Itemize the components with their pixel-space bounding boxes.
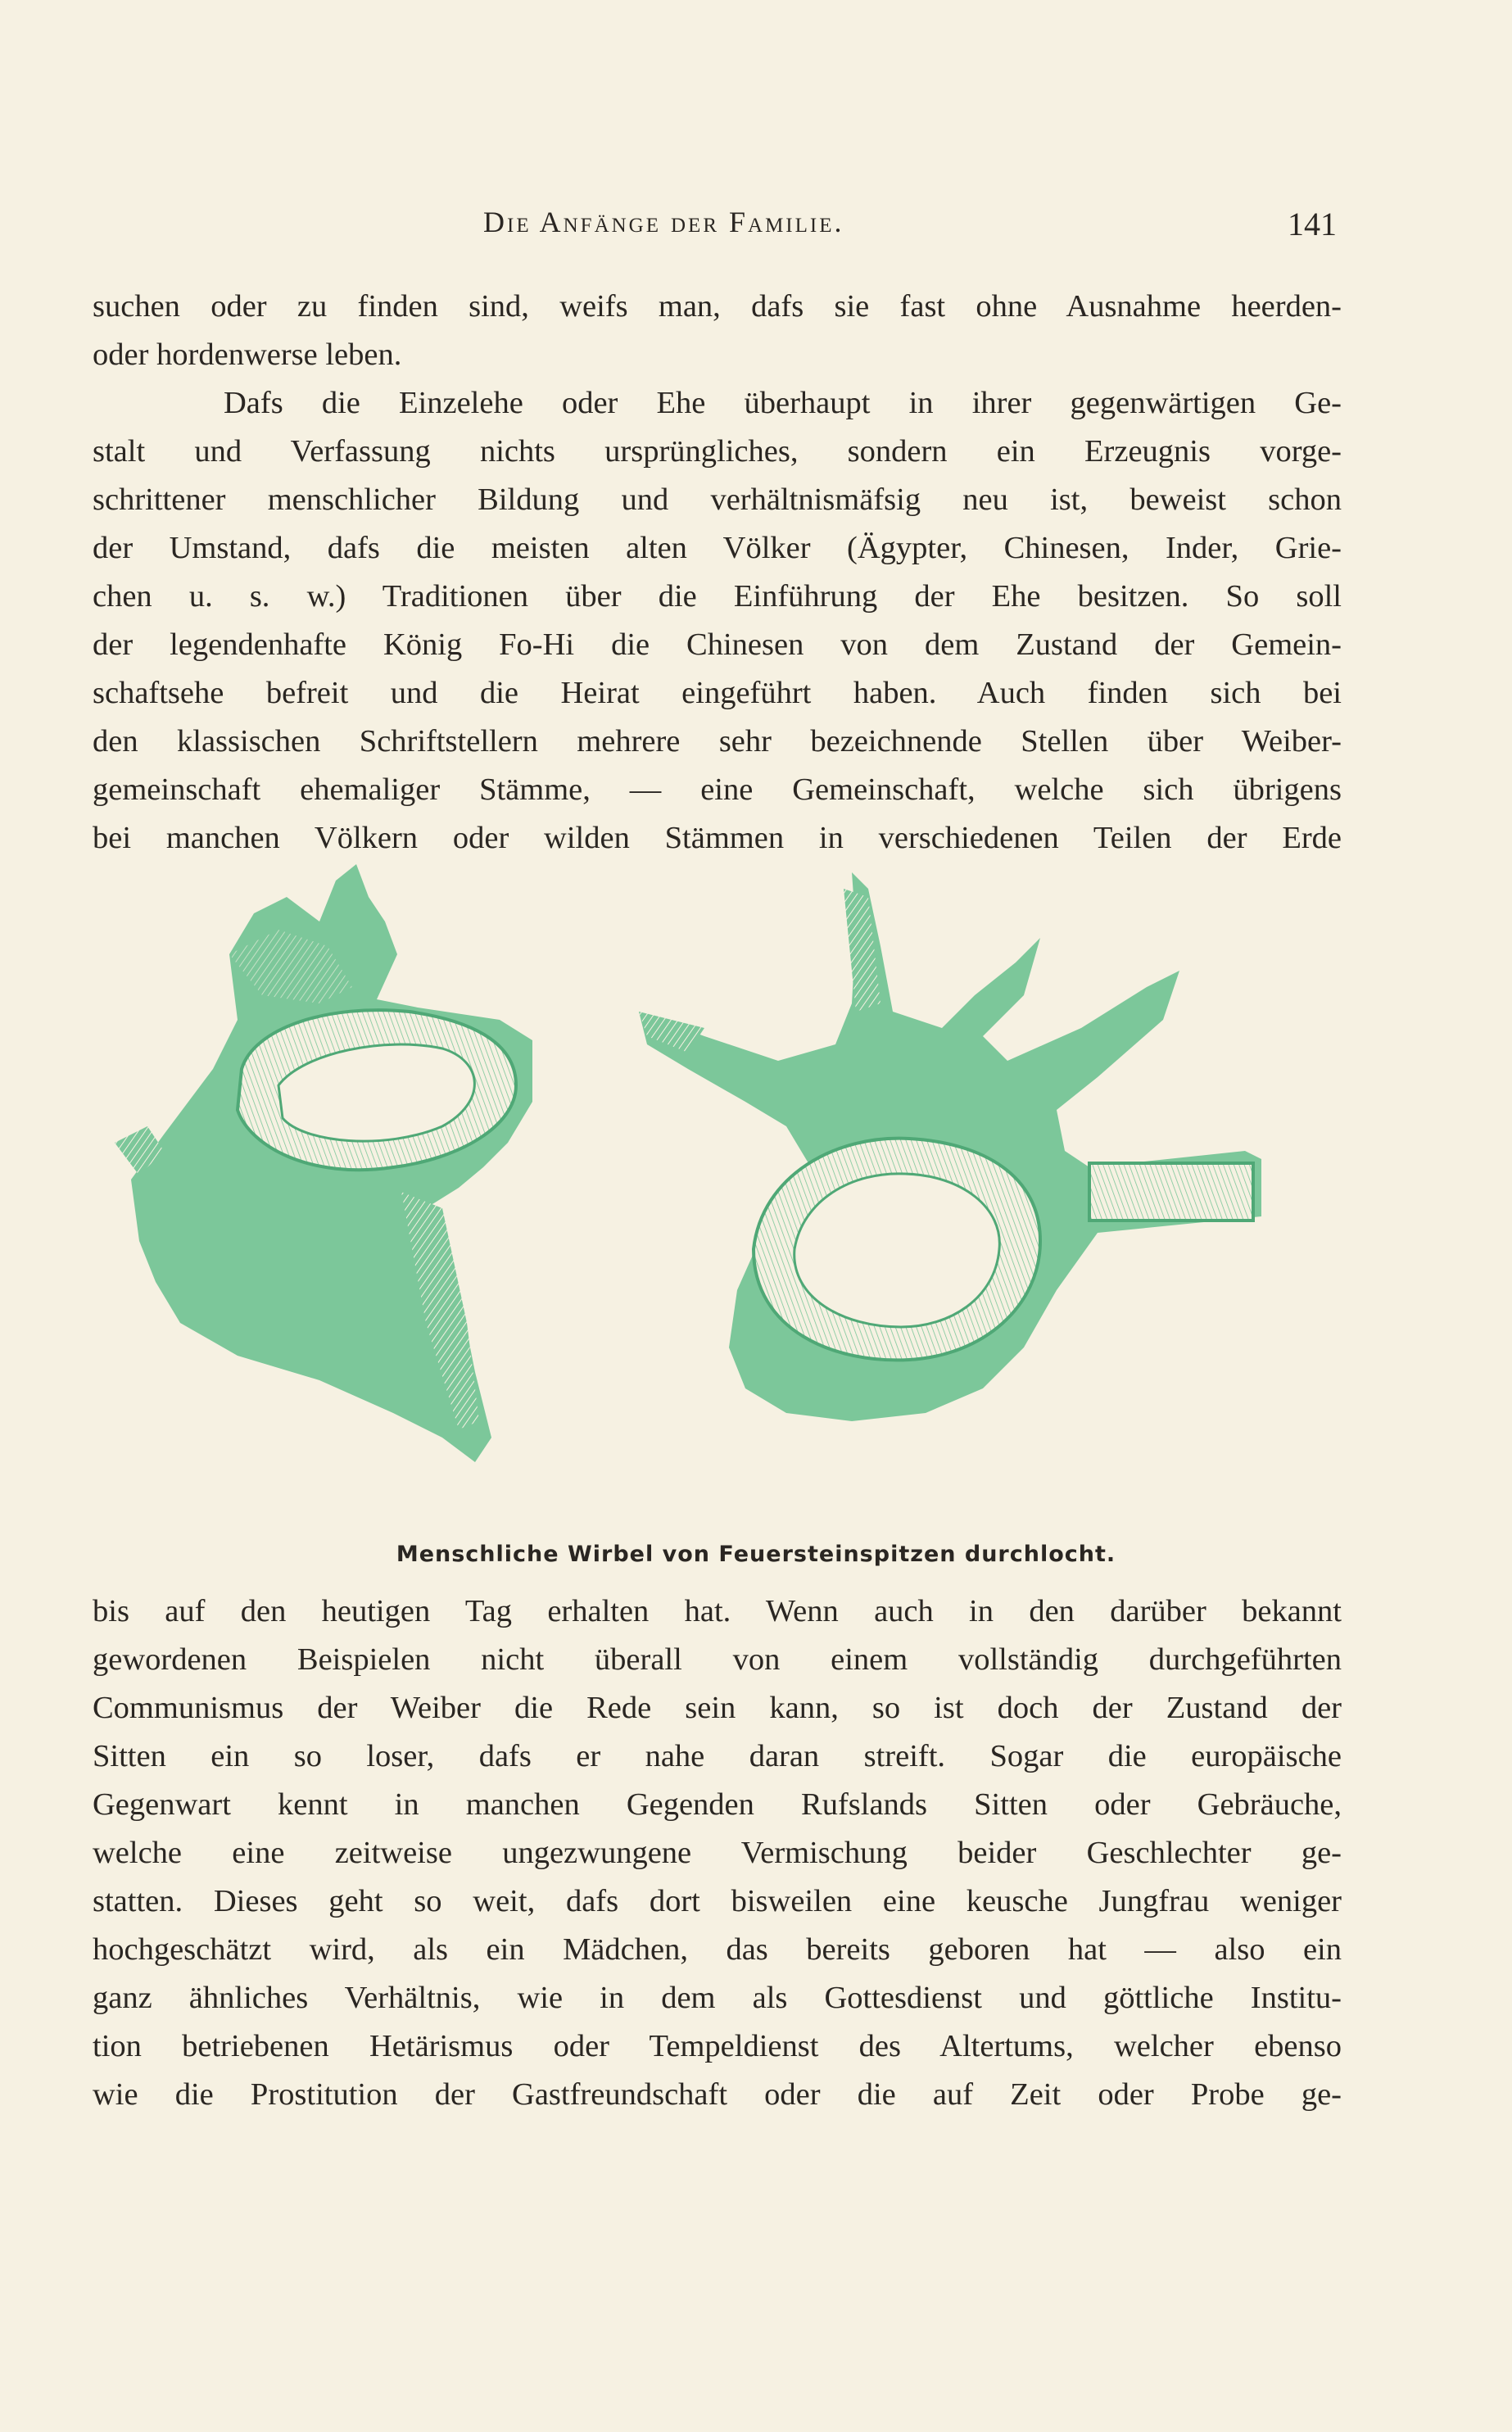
text-line: schrittener menschlicher Bildung und verhältnismäfsig neu ist, beweist schon [93,482,1342,517]
text-line: der legendenhafte König Fo-Hi die Chinesen von dem Zustand der Gemein- [93,627,1342,662]
left-vertebra [115,864,532,1462]
right-vertebra [639,872,1261,1421]
text-line: welche eine zeitweise ungezwungene Vermischung beider Geschlechter ge- [93,1836,1342,1870]
text-line: tion betriebenen Hetärismus oder Tempeldienst des Altertums, welcher ebenso [93,2029,1342,2063]
text-line: suchen oder zu finden sind, weifs man, dafs sie fast ohne Ausnahme heerden- [93,289,1342,324]
text-block-top [93,283,1342,863]
text-line: statten. Dieses geht so weit, dafs dort bisweilen eine keusche Jungfrau weniger [93,1884,1342,1918]
text-line: gewordenen Beispielen nicht überall von einem vollständig durchgeführten [93,1642,1342,1677]
text-line: schaftsehe befreit und die Heirat eingeführt haben. Auch finden sich bei [93,676,1342,710]
text-line: chen u. s. w.) Traditionen über die Einführung der Ehe besitzen. So soll [93,579,1342,614]
text-line: wie die Prostitution der Gastfreundschaft oder die auf Zeit oder Probe ge- [93,2077,1342,2112]
vertebrae-illustration [115,864,1343,1519]
text-line: bei manchen Völkern oder wilden Stämmen in verschiedenen Teilen der Erde [93,821,1342,855]
text-line: Gegenwart kennt in manchen Gegenden Rufslands Sitten oder Gebräuche, [93,1787,1342,1822]
text-line: den klassischen Schriftstellern mehrere sehr bezeichnende Stellen über Weiber- [93,724,1342,759]
page-number: 141 [1288,206,1337,242]
text-line: bis auf den heutigen Tag erhalten hat. Wenn auch in den darüber bekannt [93,1594,1342,1628]
text-line: stalt und Verfassung nichts ursprüngliches, sondern ein Erzeugnis vorge- [93,434,1342,469]
text-block-bottom [93,1587,1342,2119]
text-line: gemeinschaft ehemaliger Stämme, — eine Gemeinschaft, welche sich übrigens [93,772,1342,807]
text-line: hochgeschätzt wird, als ein Mädchen, das bereits geboren hat — also ein [93,1932,1342,1967]
text-line: Sitten ein so loser, dafs er nahe daran streift. Sogar die europäische [93,1739,1342,1773]
figure-caption: Menschliche Wirbel von Feuersteinspitzen durchlocht. [396,1542,1116,1567]
text-line: oder hordenwerse leben. [93,337,402,372]
text-line: ganz ähnliches Verhältnis, wie in dem als Gottesdienst und göttliche Institu- [93,1981,1342,2015]
page-header [0,205,1512,254]
right-vertebra-spinous-process [1089,1163,1253,1221]
text-line: Communismus der Weiber die Rede sein kann, so ist doch der Zustand der [93,1691,1342,1725]
text-line: der Umstand, dafs die meisten alten Völker (Ägypter, Chinesen, Inder, Grie- [93,531,1342,565]
text-line: Dafs die Einzelehe oder Ehe überhaupt in ihrer gegenwärtigen Ge- [224,386,1342,420]
running-title: Die Anfänge der Familie. [483,206,844,238]
right-vertebra-canal [794,1174,1000,1327]
